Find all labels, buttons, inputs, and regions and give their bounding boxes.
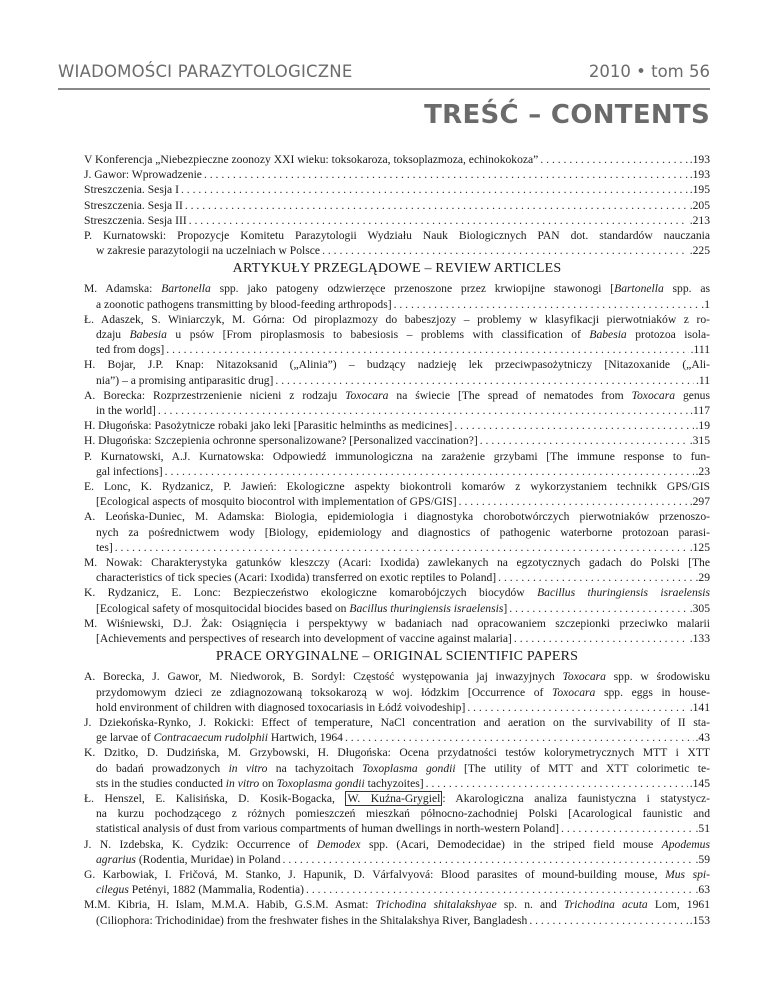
entry-title: characteristics of tick species (Acari: Ixodida) transferred on exotic reptiles to Poland] (96, 571, 497, 585)
entry-title: statistical analysis of dust from various compartments of human dwellings in north-western Poland] (96, 822, 560, 836)
toc-entry (84, 388, 710, 418)
entry-title: sts in the studies conducted in vitro on Toxoplasma gondii tachyzoites] (96, 776, 424, 790)
header-rule (58, 88, 710, 90)
toc-line-last (84, 821, 710, 836)
entry-title: (Ciliophora: Trichodinidae) from the freshwater fishes in the Shitalakshya River, Bangladesh (96, 913, 528, 927)
leader-dots (480, 433, 688, 448)
review-list (84, 281, 710, 646)
intro-list (84, 152, 710, 258)
toc-entry (84, 897, 710, 927)
issue-label: 2010 • tom 56 (588, 62, 710, 81)
toc-entry (84, 449, 710, 479)
section-heading-review: ARTYKUŁY PRZEGLĄDOWE – REVIEW ARTICLES (232, 261, 562, 277)
original-list (84, 669, 710, 927)
toc-line: P. Kurnatowski: Propozycje Komitetu Parazytologii Wydziału Nauk Biologicznych PAN dot. standardów nauczania (84, 229, 710, 243)
page-number: .23 (695, 464, 710, 478)
toc-entry (84, 167, 710, 182)
page-number: .117 (690, 404, 710, 418)
leader-dots (454, 418, 693, 433)
entry-title: in the world] (96, 404, 156, 418)
toc-line: J. Dziekońska-Rynko, J. Rokicki: Effect of temperature, NaCl concentration and aeration on the survivability of II sta- (84, 715, 710, 729)
page-number: .141 (689, 700, 710, 714)
entry-title: nia”) – a promising antiparasitic drug] (96, 373, 274, 387)
entry-title: V Konferencja „Niebezpieczne zoonozy XXI wieku: toksokaroza, toksoplazmoza, echinokokoza” (84, 153, 539, 166)
entry-title: cilegus Petényi, 1882 (Mammalia, Rodentia) (96, 883, 305, 897)
entry-title: a zoonotic pathogens transmitting by blood-feeding arthropods] (96, 297, 392, 311)
toc-entry (84, 418, 710, 433)
table-of-contents (84, 152, 710, 928)
page-number: .43 (695, 731, 710, 745)
entry-title: Streszczenia. Sesja III (84, 213, 187, 227)
leader-dots (459, 494, 688, 509)
page-number: .133 (689, 632, 710, 646)
toc-line (84, 182, 710, 197)
leader-dots (561, 821, 693, 836)
toc-line: E. Lonc, K. Rydzanicz, P. Jawień: Ekologiczne aspekty biokontroli komarów z wykorzystaniem technikk GPS/GIS (84, 480, 710, 494)
page-number: .11 (695, 373, 710, 387)
leader-dots (165, 464, 694, 479)
toc-line: M. Adamska: Bartonella spp. jako patogeny odzwierzęce przenoszone przez krwiopijne stawonogi [Bartonella spp. as (84, 282, 711, 296)
toc-entry (84, 669, 710, 715)
leader-dots (181, 182, 688, 197)
toc-line: A. Leońska-Duniec, M. Adamska: Biologia, epidemiologia i diagnostyka chorobotwórczych pierwotniaków przenoszo- (84, 510, 710, 524)
entry-title: J. Gawor: Wprowadzenie (84, 168, 202, 182)
toc-line: K. Dzitko, D. Dudzińska, M. Grzybowski, H. Długońska: Ocena przydatności testów kolorymetrycznych MTT i XTT (84, 746, 710, 760)
page-number: .1 (701, 297, 710, 311)
toc-entry (84, 479, 710, 509)
page-number: .195 (689, 183, 710, 197)
toc-line: A. Borecka: Rozprzestrzenienie nicieni z rodzaju Toxocara na świecie [The spread of nematodes from Toxocara genus (84, 388, 710, 402)
toc-line: H. Bojar, J.P. Knap: Nitazoksanid („Alinia”) – budzący nadzieję lek przeciwpasożytniczy [Nitazoxanide („Ali- (84, 358, 710, 372)
toc-entry (84, 357, 710, 387)
page-number: .111 (690, 343, 710, 357)
toc-line: Ł. Henszel, E. Kalisińska, D. Kosik-Bogacka, W. Kuźna-Grygiel : Akarologiczna analiza faunistyczna i statystycz- (84, 791, 710, 805)
leader-dots (540, 152, 687, 167)
page-number: .297 (689, 495, 710, 509)
toc-entry (84, 281, 710, 311)
entry-title: [Achievements and perspectives of research into development of vaccine against malaria] (96, 632, 512, 646)
page-number: .193 (689, 168, 710, 182)
toc-line (84, 167, 710, 182)
toc-line: G. Karbowiak, I. Fričová, M. Stanko, J. Hapunik, D. Várfalvyová: Blood parasites of mound-building mouse, Mus spi- (84, 867, 710, 881)
toc-line (84, 198, 710, 213)
toc-line-last (84, 913, 710, 928)
leader-dots (529, 913, 687, 928)
page-number: .145 (689, 776, 710, 790)
page-number: .205 (689, 198, 710, 212)
toc-line-last (84, 540, 710, 555)
toc-line: K. Rydzanicz, E. Lonc: Bezpieczeństwo ekologiczne komarobójczych biocydów Bacillus thuringiensis israelensis (84, 586, 710, 600)
leader-dots (166, 342, 688, 357)
toc-entry (84, 616, 710, 646)
toc-line-last (84, 776, 710, 791)
toc-entry (84, 509, 710, 555)
toc-line: nych za pośrednictwem wody [Biology, epidemiology and diagnostics of pathogenic waterborne protozoan parasi- (96, 525, 710, 539)
toc-line-last (84, 601, 710, 616)
toc-line-last (84, 243, 710, 258)
page-number: .305 (689, 601, 710, 615)
toc-line: M.M. Kibria, H. Islam, M.M.A. Habib, G.S.M. Asmat: Trichodina shitalakshyae sp. n. and Trichodina acuta Lom, 1961 (84, 898, 710, 912)
toc-entry (84, 213, 710, 228)
toc-line-last (84, 631, 710, 646)
toc-line: A. Borecka, J. Gawor, M. Niedworok, B. Sordyl: Częstość występowania jaj inwazyjnych Toxocara spp. w środowisku (84, 670, 710, 684)
leader-dots (275, 373, 694, 388)
entry-title: tes] (96, 540, 113, 554)
running-header (58, 58, 710, 88)
entry-title: ge larvae of Contracaecum rudolphii Hartwich, 1964 (96, 731, 343, 745)
journal-name: WIADOMOŚCI PARAZYTOLOGICZNE (58, 62, 353, 81)
leader-dots (467, 700, 687, 715)
toc-line-last (84, 730, 710, 745)
toc-line-last (84, 494, 710, 509)
toc-line: M. Nowak: Charakterystyka gatunków kleszczy (Acari: Ixodida) zawlekanych na egzotycznych gadach do Polski [The (84, 556, 710, 570)
toc-line-last (84, 297, 710, 312)
toc-line-last (84, 373, 710, 388)
toc-line: M. Wiśniewski, D.J. Żak: Osiągnięcia i perspektywy w badaniach nad opracowaniem szczepionki przeciwko malarii (84, 616, 710, 630)
boxed-author: W. Kuźna-Grygiel (347, 791, 441, 805)
page-number: .125 (689, 540, 710, 554)
toc-line: dzaju Babesia u psów [From piroplasmosis to babesiosis – problems with classification of Babesia protozoa isola- (96, 328, 711, 342)
toc-entry (84, 867, 710, 897)
page-number: .51 (695, 822, 710, 836)
entry-title: agrarius (Rodentia, Muridae) in Poland (96, 852, 281, 866)
toc-line: do badań prowadzonych in vitro na tachyzoitach Toxoplasma gondii [The utility of MTT and XTT colorimetic te- (96, 761, 710, 775)
toc-line: J. N. Izdebska, K. Cydzik: Occurrence of Demodex spp. (Acari, Demodecidae) in the striped field mouse Apodemus (84, 837, 710, 851)
toc-line-last (84, 570, 710, 585)
entry-title: w zakresie parazytologii na uczelniach w Polsce (96, 244, 321, 258)
page-number: .63 (695, 883, 710, 897)
page-number: .29 (695, 571, 710, 585)
toc-line-last (84, 464, 710, 479)
toc-entry (84, 555, 710, 585)
toc-entry (84, 837, 710, 867)
page-number: .315 (689, 434, 710, 448)
entry-title: H. Długońska: Szczepienia ochronne spersonalizowane? [Personalized vaccination?] (84, 434, 478, 448)
entry-title: [Ecological aspects of mosquito biocontrol with implementation of GPS/GIS] (96, 495, 457, 509)
toc-line: Ł. Adaszek, S. Winiarczyk, M. Górna: Od piroplazmozy do babeszjozy – problemy w klasyfikacji pierwotniaków z ro- (84, 312, 710, 326)
section-heading-original: PRACE ORYGINALNE – ORIGINAL SCIENTIFIC PAPERS (215, 649, 579, 665)
toc-line-last (84, 852, 710, 867)
toc-line: na kurzu pochodzącego z różnych pomieszczeń mieszkań północno-zachodniej Polski [Acarological faunistic and (96, 807, 710, 821)
toc-line: przydomowym dzieci ze zdiagnozowaną toksokarozą w woj. łódzkim [Occurrence of Toxocara spp. eggs in house- (96, 685, 710, 699)
toc-entry (84, 198, 710, 213)
leader-dots (514, 631, 688, 646)
page-number: .19 (695, 419, 710, 433)
page-number: .193 (689, 153, 710, 166)
toc-entry (84, 585, 710, 615)
toc-entry (84, 312, 710, 358)
entry-title: [Ecological safety of mosquitocidal biocides based on Bacillus thuringiensis israelensis] (96, 601, 508, 615)
leader-dots (322, 243, 688, 258)
leader-dots (115, 540, 688, 555)
toc-line (84, 213, 710, 228)
entry-title: Streszczenia. Sesja II (84, 198, 183, 212)
leader-dots (394, 297, 700, 312)
leader-dots (345, 730, 694, 745)
leader-dots (158, 403, 688, 418)
toc-line-last (84, 700, 710, 715)
page-title: TREŚĆ – CONTENTS (424, 100, 710, 130)
toc-entry (84, 433, 710, 448)
entry-title: ted from dogs] (96, 343, 165, 357)
entry-title: gal infections] (96, 464, 163, 478)
toc-line-last (84, 882, 710, 897)
toc-entry (84, 715, 710, 745)
leader-dots (509, 601, 687, 616)
toc-entry (84, 791, 710, 837)
entry-title: hold environment of children with diagnosed toxocariasis in Łódź voivodeship] (96, 700, 466, 714)
toc-line (84, 418, 710, 433)
toc-entry (84, 745, 710, 791)
entry-title: Streszczenia. Sesja I (84, 183, 179, 197)
page-number: .213 (689, 213, 710, 227)
toc-line (84, 152, 710, 167)
toc-entry (84, 182, 710, 197)
toc-entry (84, 228, 710, 258)
leader-dots (498, 570, 693, 585)
leader-dots (185, 198, 688, 213)
leader-dots (189, 213, 688, 228)
page-number: .153 (689, 913, 710, 927)
leader-dots (283, 852, 694, 867)
entry-title: H. Długońska: Pasożytnicze robaki jako leki [Parasitic helminths as medicines] (84, 419, 453, 433)
toc-line-last (84, 403, 710, 418)
page-number: .225 (689, 244, 710, 258)
leader-dots (204, 167, 688, 182)
leader-dots (426, 776, 688, 791)
toc-line (84, 433, 710, 448)
toc-line: P. Kurnatowski, A.J. Kurnatowska: Odpowiedź immunologiczna na zarażenie grzybami [The immune response to fun- (84, 449, 710, 463)
toc-entry (84, 152, 710, 167)
toc-line-last (84, 342, 710, 357)
page-number: .59 (695, 852, 710, 866)
leader-dots (306, 882, 693, 897)
